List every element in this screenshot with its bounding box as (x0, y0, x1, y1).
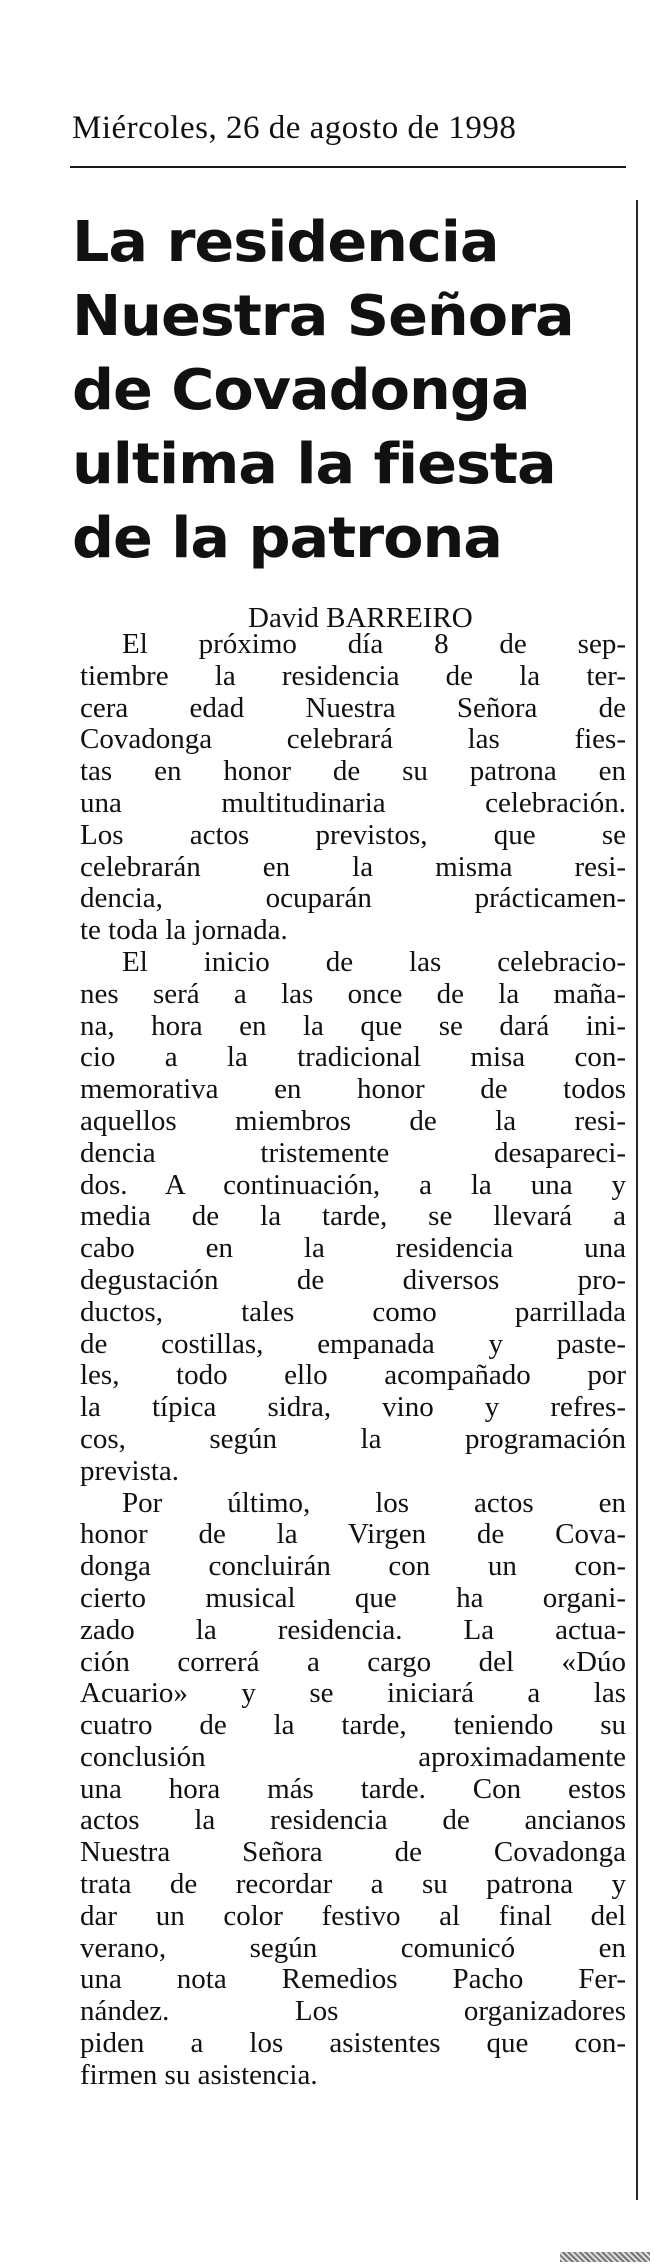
headline-line: ultima la fiesta (72, 432, 556, 497)
article-line: aquellos miembros de la resi- (80, 1104, 626, 1137)
article-line: tas en honor de su patrona en (80, 755, 626, 788)
article-line: una nota Remedios Pacho Fer- (80, 1963, 626, 1996)
article-line: dar un color festivo al final del (80, 1899, 626, 1932)
headline-line: de Covadonga (72, 358, 530, 423)
article-line: ductos, tales como parrillada (80, 1295, 626, 1328)
headline-line: Nuestra Señora (72, 284, 574, 349)
article-line: media de la tarde, se llevará a (80, 1200, 626, 1233)
article-line: donga concluirán con un con- (80, 1550, 626, 1583)
article-line: ción correrá a cargo del «Dúo (80, 1645, 626, 1678)
article-line: dencia, ocuparán prácticamen- (80, 882, 626, 915)
article-line: de costillas, empanada y paste- (80, 1327, 626, 1360)
top-rule (70, 166, 626, 168)
article-line: firmen su asistencia. (80, 2058, 318, 2091)
article-line: una hora más tarde. Con estos (80, 1772, 626, 1805)
article-line: una multitudinaria celebración. (80, 786, 626, 819)
scan-edge-mark (560, 2252, 650, 2262)
article-line: tiembre la residencia de la ter- (80, 659, 626, 692)
article-line: piden a los asistentes que con- (80, 2027, 626, 2060)
article-line: honor de la Virgen de Cova- (80, 1518, 626, 1551)
article-line: Por último, los actos en (122, 1486, 626, 1519)
article-line: cuatro de la tarde, teniendo su (80, 1709, 626, 1742)
article-line: Covadonga celebrará las fies- (80, 723, 626, 756)
article-line: zado la residencia. La actua- (80, 1613, 626, 1646)
dateline: Miércoles, 26 de agosto de 1998 (72, 110, 517, 146)
article-line: Nuestra Señora de Covadonga (80, 1836, 626, 1869)
article-line: degustación de diversos pro- (80, 1263, 626, 1296)
article-line: trata de recordar a su patrona y (80, 1868, 626, 1901)
byline: David BARREIRO (248, 602, 473, 634)
article-line: cos, según la programación (80, 1422, 626, 1455)
article-line: dencia tristemente desapareci- (80, 1136, 626, 1169)
article-line: cera edad Nuestra Señora de (80, 691, 626, 724)
article-body (80, 629, 626, 2092)
article-line: verano, según comunicó en (80, 1931, 626, 1964)
article-line: nes será a las once de la maña- (80, 977, 626, 1010)
article-line: na, hora en la que se dará ini- (80, 1009, 626, 1042)
headline-line: de la patrona (72, 506, 502, 571)
article-line: dos. A continuación, a la una y (80, 1168, 626, 1201)
article-line: El inicio de las celebracio- (122, 945, 626, 978)
article-line: les, todo ello acompañado por (80, 1359, 626, 1392)
article-line: celebrarán en la misma resi- (80, 850, 626, 883)
article-line: actos la residencia de ancianos (80, 1804, 626, 1837)
article-line: la típica sidra, vino y refres- (80, 1391, 626, 1424)
headline-line: La residencia (72, 210, 499, 275)
article-line: nández. Los organizadores (80, 1995, 626, 2028)
article-line: conclusión aproximadamente (80, 1740, 626, 1773)
article-line: Los actos previstos, que se (80, 818, 626, 851)
article-line: El próximo día 8 de sep- (122, 628, 626, 660)
article-line: Acuario» y se iniciará a las (80, 1677, 626, 1710)
headline (72, 206, 574, 576)
article-line: memorativa en honor de todos (80, 1073, 626, 1106)
article-line: cabo en la residencia una (80, 1232, 626, 1265)
column-rule (636, 200, 638, 2200)
article-line: prevista. (80, 1454, 180, 1487)
article-line: cio a la tradicional misa con- (80, 1041, 626, 1074)
article-line: te toda la jornada. (80, 914, 288, 947)
article-line: cierto musical que ha organi- (80, 1581, 626, 1614)
